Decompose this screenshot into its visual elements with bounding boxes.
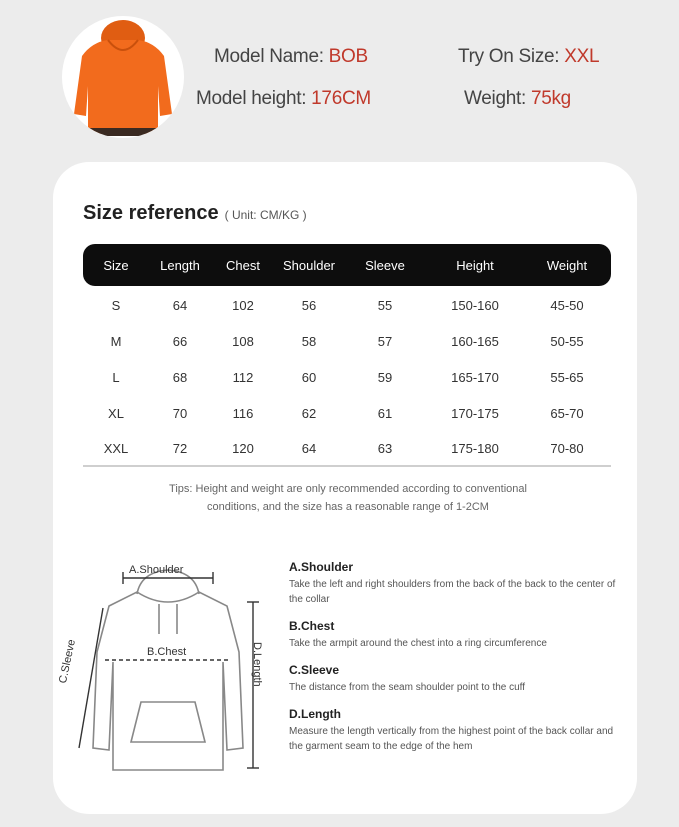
- definition-text: The distance from the seam shoulder point to the cuff: [289, 682, 526, 693]
- cell: 112: [232, 369, 254, 385]
- definition-shoulder: [289, 560, 629, 607]
- cell: 116: [232, 405, 254, 421]
- definition-heading: D.Length: [289, 707, 341, 721]
- cell: 175-180: [451, 440, 499, 456]
- cell: 65-70: [550, 405, 584, 421]
- size-reference-title: Size reference ( Unit: CM/KG ): [83, 202, 307, 224]
- size-table-header: [83, 244, 611, 286]
- col-height: Height: [456, 257, 494, 273]
- definition-chest: [289, 619, 629, 651]
- cell: 62: [301, 405, 317, 421]
- cell: 170-175: [451, 405, 499, 421]
- cell: 165-170: [451, 369, 499, 385]
- model-info-header: [0, 0, 679, 160]
- cell: 102: [232, 297, 254, 313]
- cell: 108: [232, 333, 254, 349]
- cell: 56: [301, 297, 317, 313]
- cell: XXL: [103, 440, 129, 456]
- cell: S: [111, 297, 121, 313]
- cell: 70: [172, 405, 188, 421]
- table-row: [83, 326, 611, 356]
- model-height: Model height: 176CM: [196, 88, 371, 109]
- tips-line: conditions, and the size has a reasonable range of 1-2CM: [207, 501, 489, 513]
- hoodie-measure-diagram: [57, 542, 287, 802]
- definition-heading: B.Chest: [289, 619, 335, 633]
- definition-heading: A.Shoulder: [289, 560, 354, 574]
- cell: 60: [301, 369, 317, 385]
- model-avatar: [62, 16, 184, 138]
- cell: 61: [377, 405, 393, 421]
- cell: 160-165: [451, 333, 499, 349]
- tips-note: [93, 480, 603, 516]
- cell: 63: [377, 440, 393, 456]
- definition-text: Take the left and right shoulders from the back of the back to the center of the collar: [289, 579, 616, 605]
- diagram-label-shoulder: A.Shoulder: [129, 564, 184, 576]
- diagram-label-sleeve: C.Sleeve: [57, 638, 79, 685]
- cell: 58: [301, 333, 317, 349]
- cell: 45-50: [550, 297, 584, 313]
- model-name: Model Name: BOB: [214, 46, 368, 67]
- cell: XL: [108, 405, 124, 421]
- cell: L: [112, 369, 120, 385]
- cell: 66: [172, 333, 188, 349]
- cell: 120: [232, 440, 254, 456]
- measurement-definitions: [289, 560, 629, 766]
- col-shoulder: Shoulder: [282, 257, 336, 273]
- table-row: [83, 362, 611, 392]
- orange-hoodie-icon: [62, 16, 184, 138]
- cell: 70-80: [550, 440, 584, 456]
- cell: 150-160: [451, 297, 499, 313]
- cell: 55: [377, 297, 393, 313]
- table-row: [83, 290, 611, 320]
- cell: 59: [377, 369, 393, 385]
- col-chest: Chest: [226, 257, 260, 273]
- cell: 50-55: [550, 333, 584, 349]
- col-sleeve: Sleeve: [365, 257, 405, 273]
- model-weight: Weight: 75kg: [464, 88, 571, 109]
- cell: 57: [377, 333, 393, 349]
- col-length: Length: [160, 257, 200, 273]
- try-on-size: Try On Size: XXL: [458, 46, 600, 67]
- definition-heading: C.Sleeve: [289, 663, 340, 677]
- definition-sleeve: [289, 663, 629, 695]
- col-weight: Weight: [546, 257, 588, 273]
- diagram-label-length: D.Length: [251, 642, 263, 687]
- cell: 68: [172, 369, 188, 385]
- cell: 64: [172, 297, 188, 313]
- cell: 64: [301, 440, 317, 456]
- definition-length: [289, 707, 629, 754]
- unit-note: ( Unit: CM/KG ): [224, 208, 307, 222]
- col-size: Size: [103, 257, 129, 273]
- tips-line: Tips: Height and weight are only recommended according to conventional: [169, 483, 527, 495]
- cell: 72: [172, 440, 188, 456]
- cell: 55-65: [550, 369, 584, 385]
- definition-text: Measure the length vertically from the highest point of the back collar and the garment seam to the edge of the hem: [289, 726, 614, 752]
- table-row: [83, 433, 611, 463]
- table-divider: [83, 465, 611, 467]
- definition-text: Take the armpit around the chest into a ring circumference: [289, 638, 547, 649]
- table-row: [83, 398, 611, 428]
- diagram-label-chest: B.Chest: [147, 646, 187, 658]
- cell: M: [110, 333, 122, 349]
- size-card: [53, 162, 637, 814]
